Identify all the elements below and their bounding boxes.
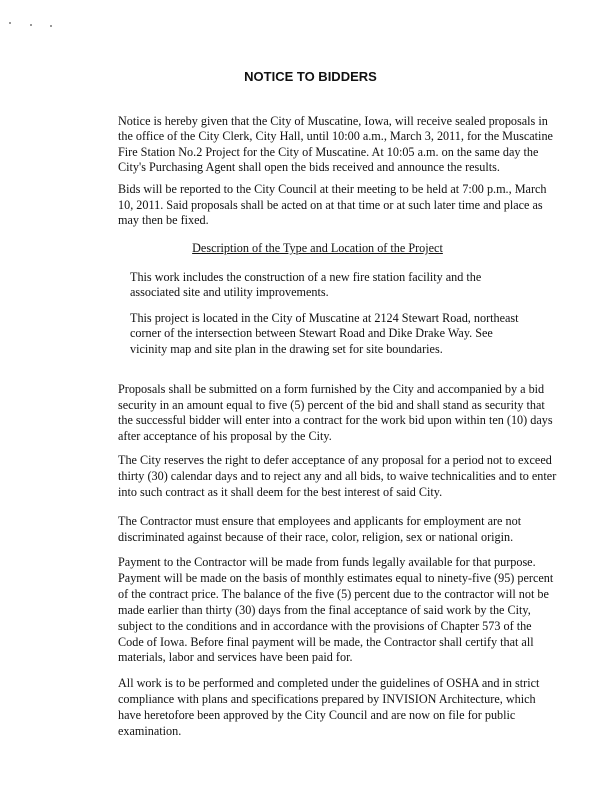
text-line: compliance with plans and specifications prepared by INVISION Architecture, which [118, 692, 536, 706]
scan-speck [30, 24, 32, 26]
text-line: materials, labor and services have been paid for. [118, 650, 353, 664]
text-line: security in an amount equal to five (5) percent of the bid and shall stand as security that [118, 398, 545, 412]
scan-speck [50, 25, 52, 27]
text-line: Payment to the Contractor will be made from funds legally available for that purpose. [118, 555, 536, 569]
text-line: may then be fixed. [118, 213, 209, 227]
section-heading: Description of the Type and Location of the Project [192, 241, 443, 255]
text-line: after acceptance of his proposal by the City. [118, 429, 332, 443]
text-line: of the contract price. The balance of the five (5) percent due to the contractor will not be [118, 587, 549, 601]
text-line: Fire Station No.2 Project for the City of Muscatine. At 10:05 a.m. on the same day the [118, 145, 539, 159]
text-line: The Contractor must ensure that employees and applicants for employment are not [118, 514, 522, 528]
scan-speck [9, 22, 11, 24]
text-line: the office of the City Clerk, City Hall, until 10:00 a.m., March 3, 2011, for the Muscatine [118, 129, 553, 143]
text-line: subject to the conditions and in accordance with the provisions of Chapter 573 of the [118, 619, 532, 633]
text-line: the successful bidder will enter into a contract for the work bid upon within ten (10) days [118, 413, 553, 427]
text-line: Notice is hereby given that the City of Muscatine, Iowa, will receive sealed proposals in [118, 114, 548, 128]
text-line: vicinity map and site plan in the drawing set for site boundaries. [130, 342, 443, 356]
text-line: Proposals shall be submitted on a form furnished by the City and accompanied by a bid [118, 382, 545, 396]
text-line: This work includes the construction of a new fire station facility and the [130, 270, 482, 284]
text-line: Payment will be made on the basis of monthly estimates equal to ninety-five (95) percent [118, 571, 554, 585]
text-line: thirty (30) calendar days and to reject any and all bids, to waive technicalities and to enter [118, 469, 557, 483]
text-line: Bids will be reported to the City Council at their meeting to be held at 7:00 p.m., March [118, 182, 547, 196]
text-line: examination. [118, 724, 182, 738]
text-line: Code of Iowa. Before final payment will be made, the Contractor shall certify that all [118, 635, 534, 649]
text-line: discriminated against because of their race, color, religion, sex or national origin. [118, 530, 514, 544]
text-line: The City reserves the right to defer acceptance of any proposal for a period not to exceed [118, 453, 552, 467]
text-line: 10, 2011. Said proposals shall be acted on at that time or at such later time and place as [118, 198, 543, 212]
text-line: This project is located in the City of Muscatine at 2124 Stewart Road, northeast [130, 311, 519, 325]
text-line: into such contract as it shall deem for the best interest of said City. [118, 485, 443, 499]
text-line: All work is to be performed and completed under the guidelines of OSHA and in strict [118, 676, 540, 690]
text-line: associated site and utility improvements. [130, 285, 329, 299]
text-line: corner of the intersection between Stewart Road and Dike Drake Way. See [130, 326, 493, 340]
text-line: City's Purchasing Agent shall open the bids received and announce the results. [118, 160, 500, 174]
text-line: made earlier than thirty (30) days from the final acceptance of said work by the City, [118, 603, 531, 617]
text-line: have heretofore been approved by the City Council and are now on file for public [118, 708, 516, 722]
document-title: NOTICE TO BIDDERS [244, 69, 377, 84]
